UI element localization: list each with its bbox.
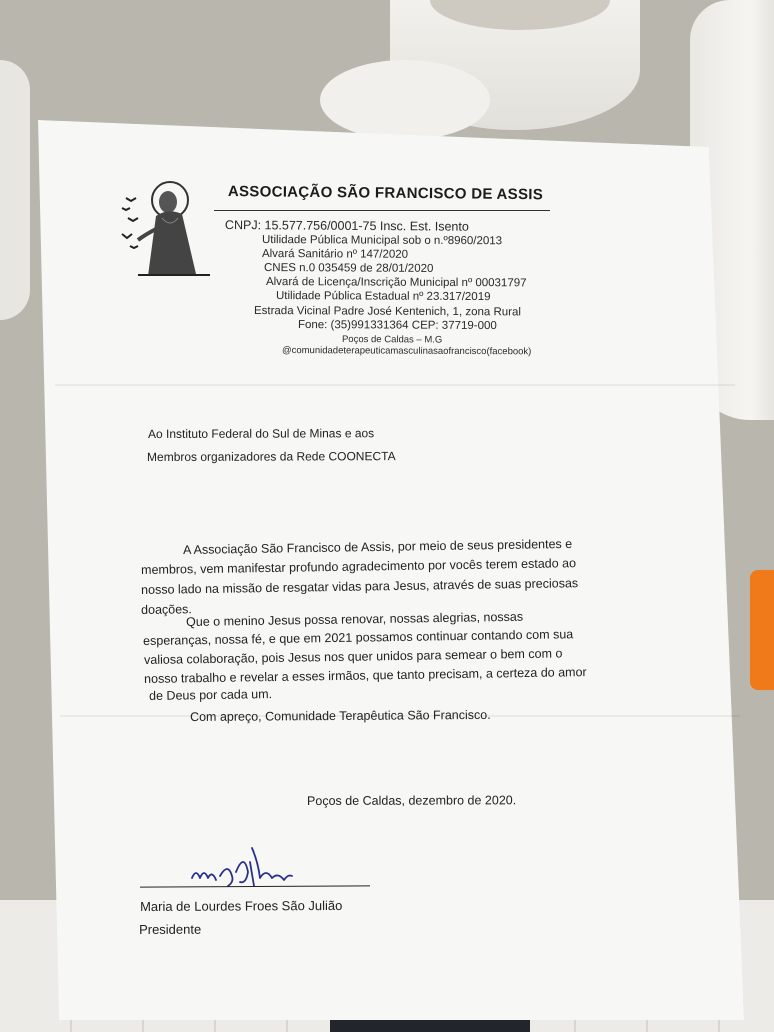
cnes-line: CNES n.0 035459 de 28/01/2020 xyxy=(263,262,434,275)
organization-name: ASSOCIAÇÃO SÃO FRANCISCO DE ASSIS xyxy=(227,183,544,204)
alvara-sanitario-line: Alvará Sanitário nº 147/2020 xyxy=(261,248,409,261)
addressee-line-1: Ao Instituto Federal do Sul de Minas e aos xyxy=(148,426,375,441)
signatory-name: Maria de Lourdes Froes São Julião xyxy=(140,897,343,914)
body-paragraph-1-line: nosso lado na missão de resgatar vidas para Jesus, através de suas preciosas xyxy=(141,576,579,597)
utilidade-municipal-line: Utilidade Pública Municipal sob o n.º8960/2013 xyxy=(261,234,503,248)
alvara-licenca-line: Alvará de Licença/Inscrição Municipal nº 00031797 xyxy=(265,276,527,290)
handwritten-signature xyxy=(188,842,298,892)
background-roll-left xyxy=(0,60,30,320)
phone-line: Fone: (35)991331364 CEP: 37719-000 xyxy=(297,319,497,333)
paper-fold xyxy=(55,384,735,386)
body-paragraph-2-line: valiosa colaboração, pois Jesus nos quer unidos para semear o bem com o xyxy=(144,646,563,667)
signatory-title: Presidente xyxy=(139,921,202,937)
address-line: Estrada Vicinal Padre José Kentenich, 1, zona Rural xyxy=(253,305,521,319)
letterhead-rule xyxy=(214,210,550,211)
body-paragraph-2-line: nosso trabalho e revelar a esses irmãos, que tanto precisam, a certeza do amor xyxy=(144,665,587,686)
body-paragraph-1-line: membros, vem manifestar profundo agradecimento por vocês terem estado ao xyxy=(141,556,577,577)
closing-line: Com apreço, Comunidade Terapêutica São Francisco. xyxy=(190,707,491,724)
utilidade-estadual-line: Utilidade Pública Estadual nº 23.317/2019 xyxy=(275,290,491,304)
body-paragraph-2-line: esperanças, nossa fé, e que em 2021 possamos continuar contando com sua xyxy=(143,627,574,648)
date-line: Poços de Caldas, dezembro de 2020. xyxy=(307,793,517,808)
facebook-line: @comunidadeterapeuticamasculinasaofrancisco(facebook) xyxy=(281,345,532,358)
background-roll-middle xyxy=(320,60,490,140)
background-orange-object xyxy=(750,570,774,690)
addressee-line-2: Membros organizadores da Rede COONECTA xyxy=(147,449,396,464)
body-paragraph-2-line: de Deus por cada um. xyxy=(149,687,273,703)
cnpj-line: CNPJ: 15.577.756/0001-75 Insc. Est. Isento xyxy=(224,218,469,234)
city-line: Poços de Caldas – M.G xyxy=(341,334,443,346)
body-paragraph-1-line: A Associação São Francisco de Assis, por meio de seus presidentes e xyxy=(183,536,573,557)
background-dark-object xyxy=(330,1018,530,1032)
body-paragraph-2-line: Que o menino Jesus possa renovar, nossas alegrias, nossas xyxy=(186,609,524,629)
saint-francis-logo xyxy=(118,178,213,280)
body-paragraph-1-line: doações. xyxy=(141,602,192,617)
